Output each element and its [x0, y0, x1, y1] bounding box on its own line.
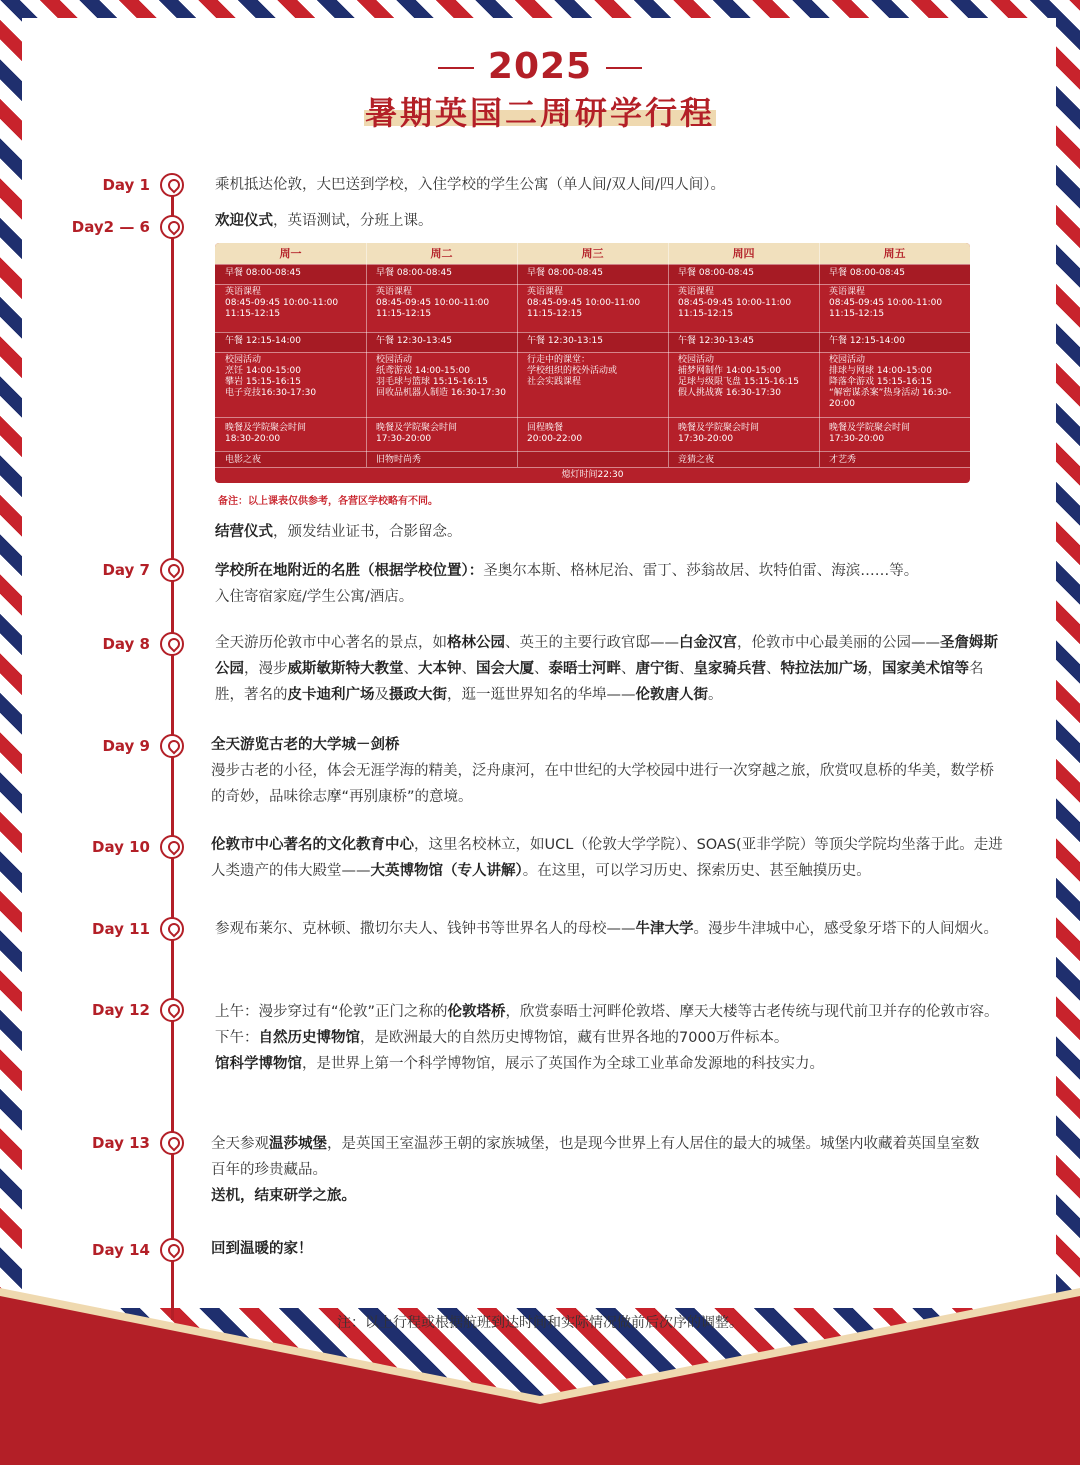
location-pin-icon	[160, 215, 184, 239]
location-pin-icon	[160, 632, 184, 656]
schedule-row-divider	[215, 451, 970, 452]
location-pin-icon	[160, 558, 184, 582]
schedule-row-divider	[215, 417, 970, 418]
schedule-cell: 电影之夜	[225, 455, 262, 465]
schedule-day-header: 周三	[581, 247, 604, 260]
schedule-column-divider	[517, 243, 518, 467]
schedule-row-divider	[215, 284, 970, 285]
day-label: Day 13	[92, 1134, 150, 1152]
day-desc: 伦敦市中心著名的文化教育中心，这里名校林立，如UCL（伦敦大学学院）、SOAS(亚非学院）等顶尖学院均坐落于此。走进人类遗产的伟大殿堂——大英博物馆（专人讲解）。在这里，可以学习历史、探索历史、甚至触摸历史。	[211, 837, 1003, 879]
day-desc: 乘机抵达伦敦，大巴送到学校，入住学校的学生公寓（单人间/双人间/四人间）。	[215, 177, 726, 193]
schedule-cell: 晚餐及学院聚会时间 17:30-20:00	[829, 423, 911, 444]
lights-out-row: 熄灯时间22:30	[561, 470, 624, 480]
schedule-day-header: 周一	[279, 247, 302, 260]
day-label: Day 9	[102, 737, 150, 755]
schedule-row-divider	[215, 352, 970, 353]
day-label: Day2 — 6	[71, 218, 150, 236]
day-label: Day 1	[102, 176, 150, 194]
schedule-cell: 晚餐及学院聚会时间 17:30-20:00	[678, 423, 760, 444]
schedule-cell: 早餐 08:00-08:45	[527, 268, 603, 278]
schedule-note: 备注：以上课表仅供参考，各营区学校略有不同。	[218, 496, 438, 507]
schedule-cell: 早餐 08:00-08:45	[678, 268, 754, 278]
schedule-cell: 晚餐及学院聚会时间 17:30-20:00	[376, 423, 458, 444]
schedule-cell: 英语课程 08:45-09:45 10:00-11:00 11:15-12:15	[225, 287, 339, 319]
location-pin-icon	[160, 917, 184, 941]
schedule-column-divider	[668, 243, 669, 467]
day-desc: 欢迎仪式，英语测试，分班上课。	[215, 213, 433, 229]
day-desc: 参观布莱尔、克林顿、撒切尔夫人、钱钟书等世界名人的母校——牛津大学。漫步牛津城中心，感受象牙塔下的人间烟火。	[215, 921, 998, 937]
schedule-day-header: 周二	[430, 247, 453, 260]
schedule-cell: 英语课程 08:45-09:45 10:00-11:00 11:15-12:15	[376, 287, 490, 319]
schedule-cell: 旧物时尚秀	[376, 455, 422, 465]
day-label: Day 10	[92, 838, 150, 856]
day-desc: 全天游历伦敦市中心著名的景点，如格林公园、英王的主要行政官邸——白金汉宫，伦敦市中心最美丽的公园——圣詹姆斯公园，漫步威斯敏斯特大教堂、大本钟、国会大厦、泰晤士河畔、唐宁街、皇家骑兵营、特拉法加广场，国家美术馆等名胜，著名的皮卡迪利广场及摄政大街，逛一逛世界知名的华埠——伦敦唐人街。	[215, 635, 998, 703]
day-desc: 上午：漫步穿过有“伦敦”正门之称的伦敦塔桥，欣赏泰晤士河畔伦敦塔、摩天大楼等古老传统与现代前卫并存的伦敦市容。 下午：自然历史博物馆，是欧洲最大的自然历史博物馆，藏有世界各地的7000万件标本。 馆科学博物馆，是世界上第一个科学博物馆，展示了英国作为全球工业革命发源地的科技实力。	[215, 1004, 999, 1072]
itinerary-footnote: 注：以上行程或根据航班到达时间和实际情况做前后次序的调整。	[337, 1315, 743, 1331]
schedule-cell: 校园活动 排球与网球 14:00-15:00 降落伞游戏 15:15-16:15 “解密谋杀案”热身活动 16:30-20:00	[829, 355, 952, 409]
page-title: 暑期英国二周研学行程	[364, 88, 716, 126]
schedule-cell: 午餐 12:30-13:45	[376, 336, 452, 346]
schedule-cell: 英语课程 08:45-09:45 10:00-11:00 11:15-12:15	[829, 287, 943, 319]
schedule-cell: 英语课程 08:45-09:45 10:00-11:00 11:15-12:15	[527, 287, 641, 319]
day-desc: 全天参观温莎城堡，是英国王室温莎王朝的家族城堡，也是现今世界上有人居住的最大的城堡。城堡内收藏着英国皇室数百年的珍贵藏品。 送机，结束研学之旅。	[211, 1136, 980, 1204]
location-pin-icon	[160, 173, 184, 197]
schedule-cell: 校园活动 捕梦网制作 14:00-15:00 足球与级限飞盘 15:15-16:15 假人挑战赛 16:30-17:30	[678, 355, 799, 398]
day-label: Day 8	[102, 635, 150, 653]
location-pin-icon	[160, 734, 184, 758]
location-pin-icon	[160, 835, 184, 859]
schedule-cell: 午餐 12:30-13:15	[527, 336, 603, 346]
schedule-cell: 早餐 08:00-08:45	[829, 268, 905, 278]
closing-ceremony: 结营仪式，颁发结业证书，合影留念。	[215, 524, 462, 540]
day-desc: 全天游览古老的大学城－剑桥 漫步古老的小径，体会无涯学海的精美，泛舟康河，在中世纪的大学校园中进行一次穿越之旅，欣赏叹息桥的华美，数学桥的奇妙，品味徐志摩“再别康桥”的意境。	[211, 737, 994, 805]
schedule-day-header: 周五	[883, 247, 906, 260]
day-desc: 回到温暖的家！	[211, 1241, 313, 1257]
schedule-cell: 午餐 12:15-14:00	[829, 336, 905, 346]
day-label: Day 14	[92, 1241, 150, 1259]
schedule-column-divider	[819, 243, 820, 467]
schedule-cell: 才艺秀	[829, 455, 857, 465]
schedule-cell: 午餐 12:30-13:45	[678, 336, 754, 346]
day-desc: 学校所在地附近的名胜（根据学校位置）：圣奥尔本斯、格林尼治、雷丁、莎翁故居、坎特伯雷、海滨……等。 入住寄宿家庭/学生公寓/酒店。	[215, 563, 919, 605]
schedule-cell: 早餐 08:00-08:45	[376, 268, 452, 278]
schedule-day-header: 周四	[732, 247, 755, 260]
day-label: Day 11	[92, 920, 150, 938]
schedule-cell: 校园活动 烹饪 14:00-15:00 攀岩 15:15-16:15 电子竞技16:30-17:30	[225, 355, 317, 398]
weekly-schedule-table	[215, 243, 970, 483]
schedule-cell: 午餐 12:15-14:00	[225, 336, 301, 346]
schedule-cell: 校园活动 纸鸢游戏 14:00-15:00 羽毛球与篮球 15:15-16:15 回收品机器人制造 16:30-17:30	[376, 355, 506, 398]
title-year: 2025	[0, 46, 1080, 87]
schedule-cell: 竞猜之夜	[678, 455, 715, 465]
schedule-cell: 回程晚餐 20:00-22:00	[527, 423, 583, 444]
schedule-cell: 早餐 08:00-08:45	[225, 268, 301, 278]
schedule-row-divider	[215, 332, 970, 333]
schedule-cell: 英语课程 08:45-09:45 10:00-11:00 11:15-12:15	[678, 287, 792, 319]
location-pin-icon	[160, 1131, 184, 1155]
day-label: Day 12	[92, 1001, 150, 1019]
schedule-cell: 晚餐及学院聚会时间 18:30-20:00	[225, 423, 307, 444]
schedule-column-divider	[366, 243, 367, 467]
day-label: Day 7	[102, 561, 150, 579]
location-pin-icon	[160, 998, 184, 1022]
schedule-cell: 行走中的课堂： 学校组织的校外活动或 社会实践课程	[527, 355, 618, 387]
schedule-row-divider	[215, 264, 970, 265]
location-pin-icon	[160, 1238, 184, 1262]
